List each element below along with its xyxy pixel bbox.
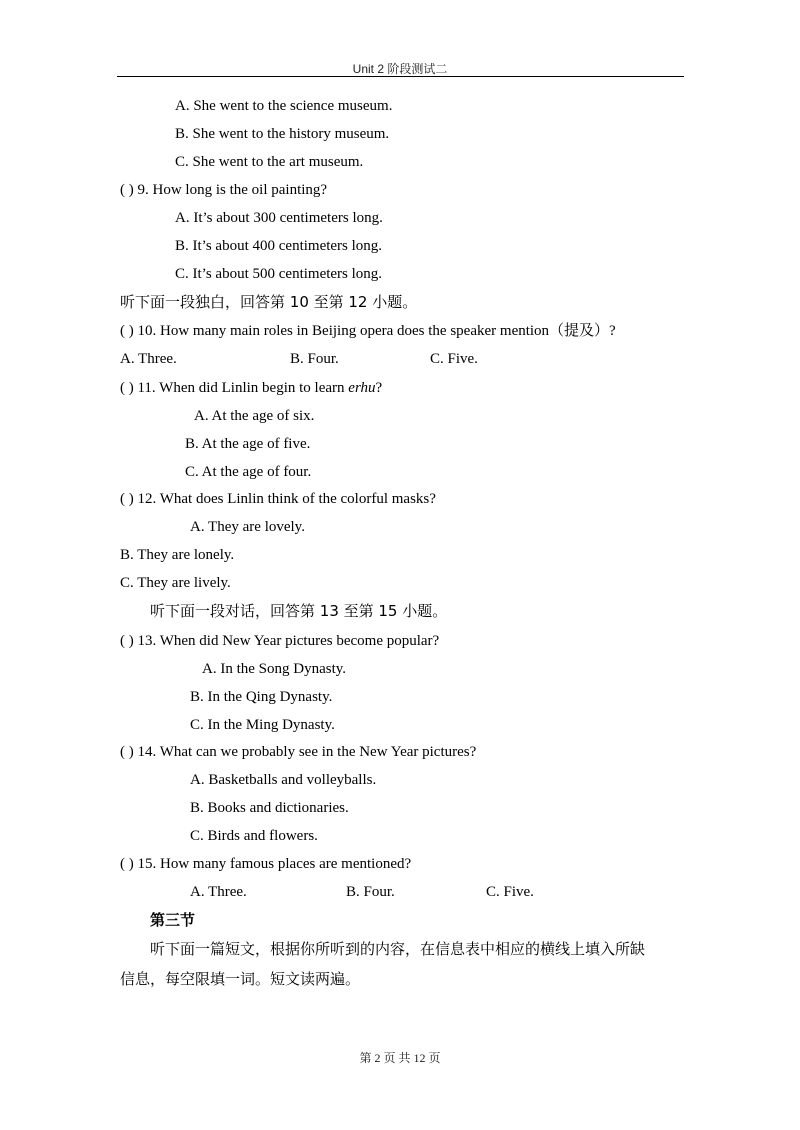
q13-option-c: C. In the Ming Dynasty.: [190, 717, 335, 733]
q12-option-c: C. They are lively.: [120, 575, 231, 591]
question-14: ( ) 14. What can we probably see in the New Year pictures?: [120, 744, 477, 760]
instruction-passage-line2: 信息，每空限填一词。短文读两遍。: [120, 970, 361, 988]
q11-option-b: B. At the age of five.: [185, 436, 311, 452]
q13-option-a: A. In the Song Dynasty.: [202, 661, 347, 677]
q11-option-c: C. At the age of four.: [185, 464, 312, 480]
q15-option-a: A. Three.: [190, 884, 247, 900]
q10-option-c: C. Five.: [430, 351, 478, 367]
q8-option-c: C. She went to the art museum.: [175, 154, 364, 170]
q14-option-a: A. Basketballs and volleyballs.: [190, 772, 377, 788]
question-15: ( ) 15. How many famous places are mentioned?: [120, 856, 412, 872]
question-12: ( ) 12. What does Linlin think of the colorful masks?: [120, 491, 436, 507]
q15-option-c: C. Five.: [486, 884, 534, 900]
q9-option-a: A. It’s about 300 centimeters long.: [175, 210, 383, 226]
q10-option-a: A. Three.: [120, 351, 177, 367]
q8-option-b: B. She went to the history museum.: [175, 126, 390, 142]
question-10: ( ) 10. How many main roles in Beijing opera does the speaker mention（提及）?: [120, 323, 616, 339]
q12-option-a: A. They are lovely.: [190, 519, 305, 535]
question-11-italic: erhu: [348, 380, 376, 396]
q15-option-b: B. Four.: [346, 884, 395, 900]
q9-option-b: B. It’s about 400 centimeters long.: [175, 238, 383, 254]
header-divider: [117, 76, 684, 77]
section-3-heading: 第三节: [150, 911, 196, 929]
question-11-end: ?: [375, 380, 383, 396]
question-13: ( ) 13. When did New Year pictures become popular?: [120, 633, 440, 649]
q8-option-a: A. She went to the science museum.: [175, 98, 393, 114]
q13-option-b: B. In the Qing Dynasty.: [190, 689, 333, 705]
instruction-passage-line1: 听下面一篇短文，根据你所听到的内容，在信息表中相应的横线上填入所缺: [150, 940, 646, 958]
q10-option-b: B. Four.: [290, 351, 339, 367]
page-header: Unit 2 阶段测试二: [352, 62, 448, 76]
q9-option-c: C. It’s about 500 centimeters long.: [175, 266, 383, 282]
q14-option-c: C. Birds and flowers.: [190, 828, 318, 844]
q11-option-a: A. At the age of six.: [194, 408, 315, 424]
question-11: [120, 379, 382, 397]
instruction-dialogue: 听下面一段对话，回答第 13 至第 15 小题。: [150, 602, 448, 620]
instruction-monologue: 听下面一段独白，回答第 10 至第 12 小题。: [120, 293, 418, 311]
page-footer: 第 2 页 共 12 页: [359, 1051, 441, 1065]
q14-option-b: B. Books and dictionaries.: [190, 800, 349, 816]
question-9: ( ) 9. How long is the oil painting?: [120, 182, 328, 198]
q12-option-b: B. They are lonely.: [120, 547, 235, 563]
question-11-text: ( ) 11. When did Linlin begin to learn: [120, 380, 349, 396]
